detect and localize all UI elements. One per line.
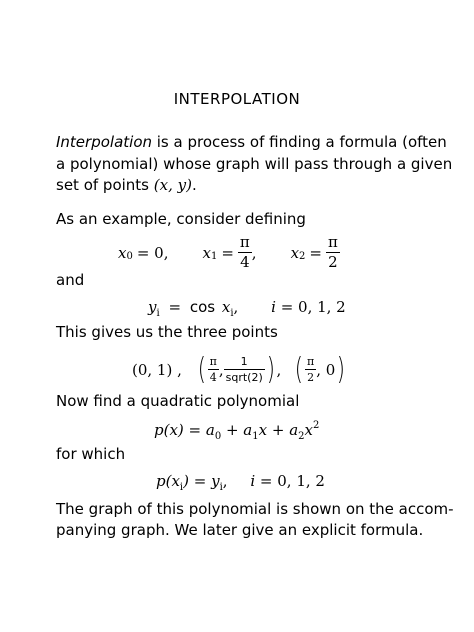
x1-var: x xyxy=(202,243,211,262)
p2-after: , xyxy=(276,360,282,379)
interpolation-term: Interpolation xyxy=(56,133,152,151)
x2-num: π xyxy=(327,233,338,252)
cond-mid: ) = y xyxy=(183,472,220,490)
x2-den: 2 xyxy=(328,253,338,271)
points-intro: This gives us the three points xyxy=(56,323,278,341)
cos-func: cos xyxy=(189,298,216,316)
y-var: y xyxy=(148,298,157,316)
x2-sub: 2 xyxy=(299,251,306,262)
paren-close-2: ) xyxy=(266,352,275,387)
intro-line-3-start: set of points xyxy=(56,176,154,194)
a2-sub: 2 xyxy=(298,431,305,442)
cond-lhs-sub: i xyxy=(179,482,184,493)
x0-sub: 0 xyxy=(126,251,133,262)
y-eq: = xyxy=(168,298,182,316)
y-definition xyxy=(148,298,346,319)
cond-index-var: i xyxy=(250,472,256,490)
intro-line-1-rest: is a process of finding a formula (often xyxy=(152,133,447,151)
x0-rhs: = 0, xyxy=(136,243,169,262)
index-var: i xyxy=(271,298,276,316)
cond-y-sub: i xyxy=(219,482,223,493)
a0-sub: 0 xyxy=(214,431,222,442)
index-values: = 0, 1, 2 xyxy=(280,298,346,316)
x0-var: x xyxy=(118,243,127,262)
intro-line-1 xyxy=(56,135,447,150)
for-which: for which xyxy=(56,445,126,463)
polynomial xyxy=(154,420,320,442)
p2-comma: , xyxy=(218,360,224,379)
p2-den-2: sqrt(2) xyxy=(225,371,263,384)
poly-lhs: p(x) = a xyxy=(154,421,215,439)
x-definitions xyxy=(118,233,340,273)
p2-num-2: 1 xyxy=(224,356,265,370)
x1-eq: = xyxy=(221,243,234,262)
quad-intro: Now find a quadratic polynomial xyxy=(56,392,300,410)
poly-plus-1: + a xyxy=(221,421,253,439)
intro-line-2: a polynomial) whose graph will pass through a given xyxy=(56,155,453,173)
p2-num-1: π xyxy=(209,355,217,369)
poly-x2: x xyxy=(304,421,313,439)
point-two-frac-1 xyxy=(208,356,219,383)
x1-comma: , xyxy=(251,243,257,262)
x1-den: 4 xyxy=(240,253,250,271)
paren-close-3: ) xyxy=(337,352,346,387)
point-xy-math: (x, y) xyxy=(153,176,192,194)
y-sub: i xyxy=(156,308,160,319)
x1-sub: 1 xyxy=(210,251,218,262)
p3-rest: , 0 xyxy=(316,360,336,379)
y-comma: , xyxy=(233,298,239,316)
page-title: INTERPOLATION xyxy=(173,90,301,108)
x2-sup: 2 xyxy=(313,420,320,431)
cos-arg-sub: i xyxy=(230,308,234,319)
x1-fraction xyxy=(238,235,252,271)
x2-fraction xyxy=(326,235,340,271)
cond-comma: , xyxy=(222,472,228,490)
p3-den: 2 xyxy=(307,371,315,384)
intro-line-3 xyxy=(56,178,197,193)
point-one: (0, 1) , xyxy=(132,360,182,379)
x1-num: π xyxy=(239,233,250,252)
cond-index-values: = 0, 1, 2 xyxy=(259,472,325,490)
intro-line-3-end: . xyxy=(191,176,197,194)
paren-open-3: ( xyxy=(295,352,304,387)
paren-open-2: ( xyxy=(197,352,206,387)
cond-lhs: p(x xyxy=(156,472,180,490)
condition xyxy=(156,472,325,493)
closing-line-1: The graph of this polynomial is shown on the accom- xyxy=(56,500,454,518)
x2-var: x xyxy=(290,243,300,262)
x2-eq: = xyxy=(309,243,322,262)
point-three-frac xyxy=(305,356,316,383)
point-two-frac-2 xyxy=(224,356,265,383)
poly-x1: x + a xyxy=(258,421,299,439)
points-row xyxy=(132,350,347,390)
cos-arg-var: x xyxy=(221,298,231,316)
closing-line-2: panying graph. We later give an explicit formula. xyxy=(56,521,424,539)
p3-num: π xyxy=(306,355,315,369)
and-text: and xyxy=(56,271,85,289)
example-intro: As an example, consider defining xyxy=(56,210,306,228)
p2-den-1: 4 xyxy=(209,371,217,384)
a1-sub: 1 xyxy=(252,431,259,442)
